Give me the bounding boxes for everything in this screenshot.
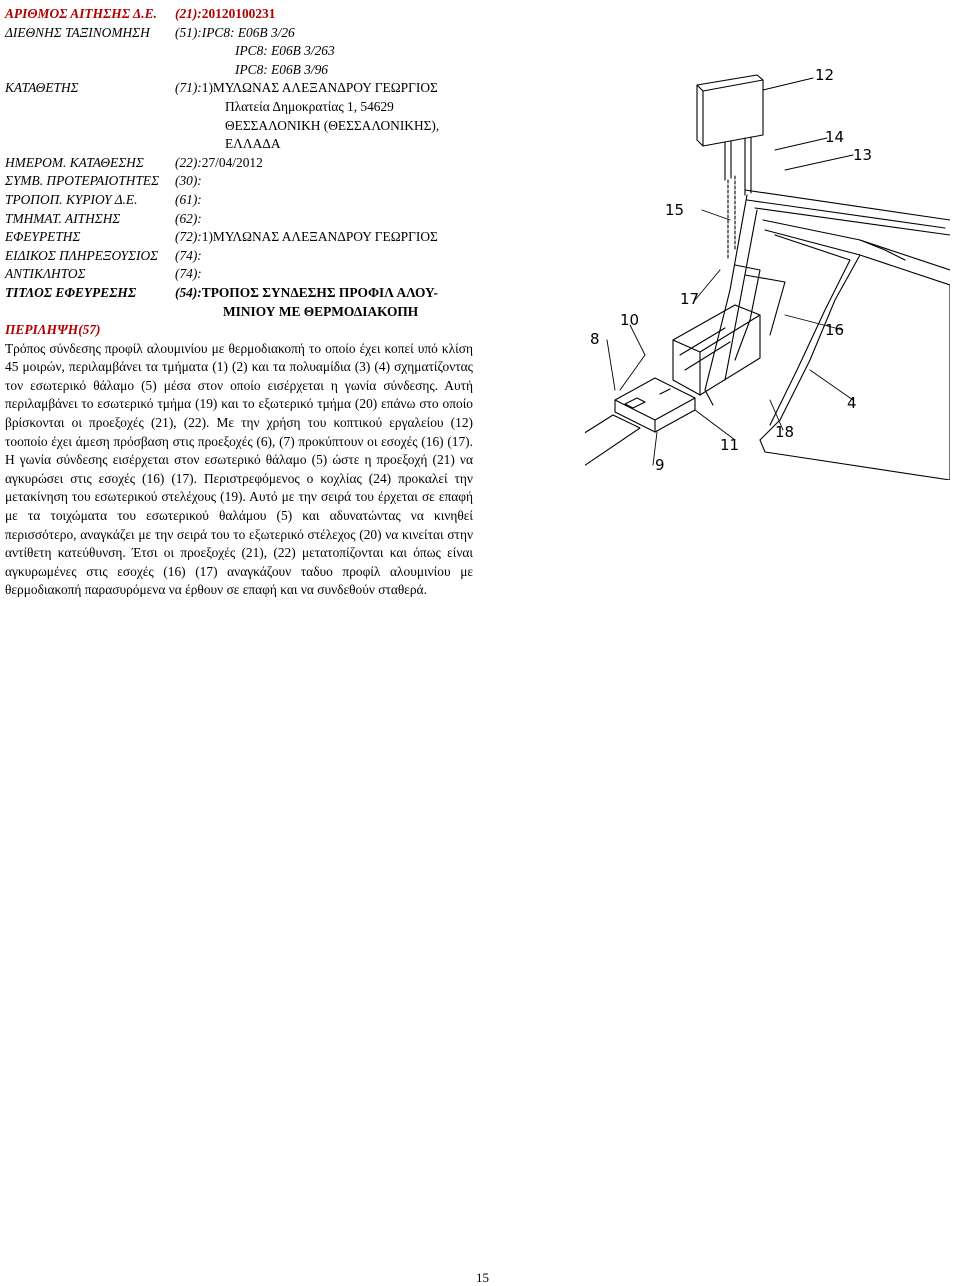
figure-labels [590, 66, 872, 474]
agent-row [5, 265, 480, 284]
horizontal-profile-drawing [673, 305, 760, 395]
title-code: (54): [175, 284, 202, 300]
divisional-row [5, 210, 480, 229]
divisional-code: (62): [175, 210, 202, 226]
priority-code: (30): [175, 173, 202, 189]
figure-label: 8 [590, 330, 600, 348]
page-number: 15 [476, 1270, 489, 1285]
amendment-label: ΤΡΟΠΟΠ. ΚΥΡΙΟΥ Δ.Ε. [5, 191, 138, 207]
priority-row [5, 172, 480, 191]
figure-label: 17 [680, 290, 700, 308]
applicant-code: (71): [175, 80, 202, 96]
applicant-label: ΚΑΤΑΘΕΤΗΣ [5, 80, 79, 96]
applicant-city-line: ΘΕΣΣΑΛΟΝΙΚΗ (ΘΕΣΣΑΛΟΝΙΚΗΣ), [225, 117, 440, 133]
classification-value-3: IPC8: E06B 3/96 [235, 61, 328, 77]
application-number-code: (21): [175, 6, 202, 21]
corner-connector-drawing [585, 378, 695, 480]
abstract-heading: ΠΕΡΙΛΗΨΗ(57) [5, 322, 101, 338]
priority-label: ΣΥΜΒ. ΠΡΟΤΕΡΑΙΟΤΗΤΕΣ [5, 173, 160, 189]
application-number-value: 20120100231 [201, 6, 276, 21]
title-row [5, 284, 480, 303]
inventor-row [5, 228, 480, 247]
classification-row [5, 24, 480, 43]
figure-label: 14 [825, 128, 845, 146]
attorney-row [5, 247, 480, 266]
leader-lines [607, 78, 853, 465]
application-number-label: ΑΡΙΘΜΟΣ ΑΙΤΗΣΗΣ Δ.Ε. [5, 6, 157, 21]
applicant-name: 1)ΜΥΛΩΝΑΣ ΑΛΕΞΑΝΔΡΟΥ ΓΕΩΡΓΙΟΣ [201, 80, 438, 96]
patent-drawing [585, 60, 950, 480]
classification-value-2: IPC8: E06B 3/263 [235, 43, 335, 59]
amendment-row [5, 191, 480, 210]
title-line-1: ΤΡΟΠΟΣ ΣΥΝΔΕΣΗΣ ΠΡΟΦΙΛ ΑΛΟΥ- [201, 284, 438, 300]
applicant-row [5, 79, 480, 98]
filing-date-row [5, 154, 480, 173]
amendment-code: (61): [175, 191, 202, 207]
filing-date-value: 27/04/2012 [201, 154, 263, 170]
inventor-label: ΕΦΕΥΡΕΤΗΣ [5, 229, 81, 245]
figure-label: 9 [655, 456, 665, 474]
figure-label: 4 [847, 394, 857, 412]
bibliographic-data [5, 5, 480, 600]
classification-code: (51): [175, 24, 202, 40]
figure-label: 11 [720, 436, 740, 454]
inventor-code: (72): [175, 229, 202, 245]
filing-date-code: (22): [175, 154, 202, 170]
classification-label: ΔΙΕΘΝΗΣ ΤΑΞΙΝΟΜΗΣΗ [5, 24, 150, 40]
figure-label: 16 [825, 321, 845, 339]
agent-code: (74): [175, 266, 202, 282]
classification-value-1: IPC8: E06B 3/26 [201, 24, 295, 40]
abstract-text: Τρόπος σύνδεσης προφίλ αλουμινίου με θερμοδιακοπή το οποίο έχει κοπεί υπό κλίση 45 μοιρών, περιλαμβάνει τα τμήματα (1) (2) και τα πολυαμίδια (3) (4) σχηματίζοντας τον εσωτερικό θάλαμο (5) μέσα στον οποίο εισέρχεται η γωνία σύνδεσης. Αυτή περιλαμβάνει το εσωτερικό τμήμα (19) και το εξωτερικό τμήμα (20) επάνω στο οποίο βρίσκονται οι προεξοχές (21), (22). Με την χρήση του κοπτικού εργαλείου (12) τοοποίο έχει άμεση πρόσβαση στις προεξοχές (6), (7) προκύπτουν οι εσοχές (16) (17). Η γωνία σύνδεσης εισέρχεται στον εσωτερικό θάλαμο (5) ώστε η προεξοχή (21) να αγκυρώσει στις εσοχές (16) (17). Περιστρεφόμενος ο κοχλίας (24) προκαλεί την μετακίνηση του εσωτερικού στελέχους (19). Αυτό με την σειρά του έρχεται σε επαφή με τα τοιχώματα του εσωτερικού θαλάμου (5) και αδυνατώντας να κινηθεί περισσότερο, αναγκάζει με την σειρά του το εξωτερικό στέλεχος (20) να κινείται στην αντίθετη κατεύθυνση. Έτσι οι προεξοχές (21), (22) μετατοπίζονται και όπως είναι αγκυρωμένες στις εσοχές (16) (17) αναγκάζουν ταδυο προφίλ αλουμινίου με θερμοδιακοπή παρασυρόμενα να έρθουν σε επαφή και να συνδεθούν σταθερά. [5, 340, 473, 598]
attorney-code: (74): [175, 247, 202, 263]
title-line-2: ΜΙΝΙΟΥ ΜΕ ΘΕΡΜΟΔΙΑΚΟΠΗ [223, 303, 419, 319]
figure-label: 18 [775, 423, 795, 441]
applicant-country-line: ΕΛΛΑΔΑ [225, 136, 281, 152]
applicant-address-line: Πλατεία Δημοκρατίας 1, 54629 [225, 98, 394, 114]
divisional-label: ΤΜΗΜΑΤ. ΑΙΤΗΣΗΣ [5, 210, 121, 226]
figure-label: 13 [853, 146, 873, 164]
figure-label: 10 [620, 311, 640, 329]
agent-label: ΑΝΤΙΚΛΗΤΟΣ [5, 266, 86, 282]
application-number-row [5, 5, 480, 24]
filing-date-label: ΗΜΕΡΟΜ. ΚΑΤΑΘΕΣΗΣ [5, 154, 144, 170]
figure-label: 12 [815, 66, 835, 84]
inventor-value: 1)ΜΥΛΩΝΑΣ ΑΛΕΞΑΝΔΡΟΥ ΓΕΩΡΓΙΟΣ [201, 229, 438, 245]
title-label: ΤΙΤΛΟΣ ΕΦΕΥΡΕΣΗΣ [5, 284, 137, 300]
figure-label: 15 [665, 201, 685, 219]
attorney-label: ΕΙΔΙΚΟΣ ΠΛΗΡΕΞΟΥΣΙΟΣ [5, 247, 159, 263]
